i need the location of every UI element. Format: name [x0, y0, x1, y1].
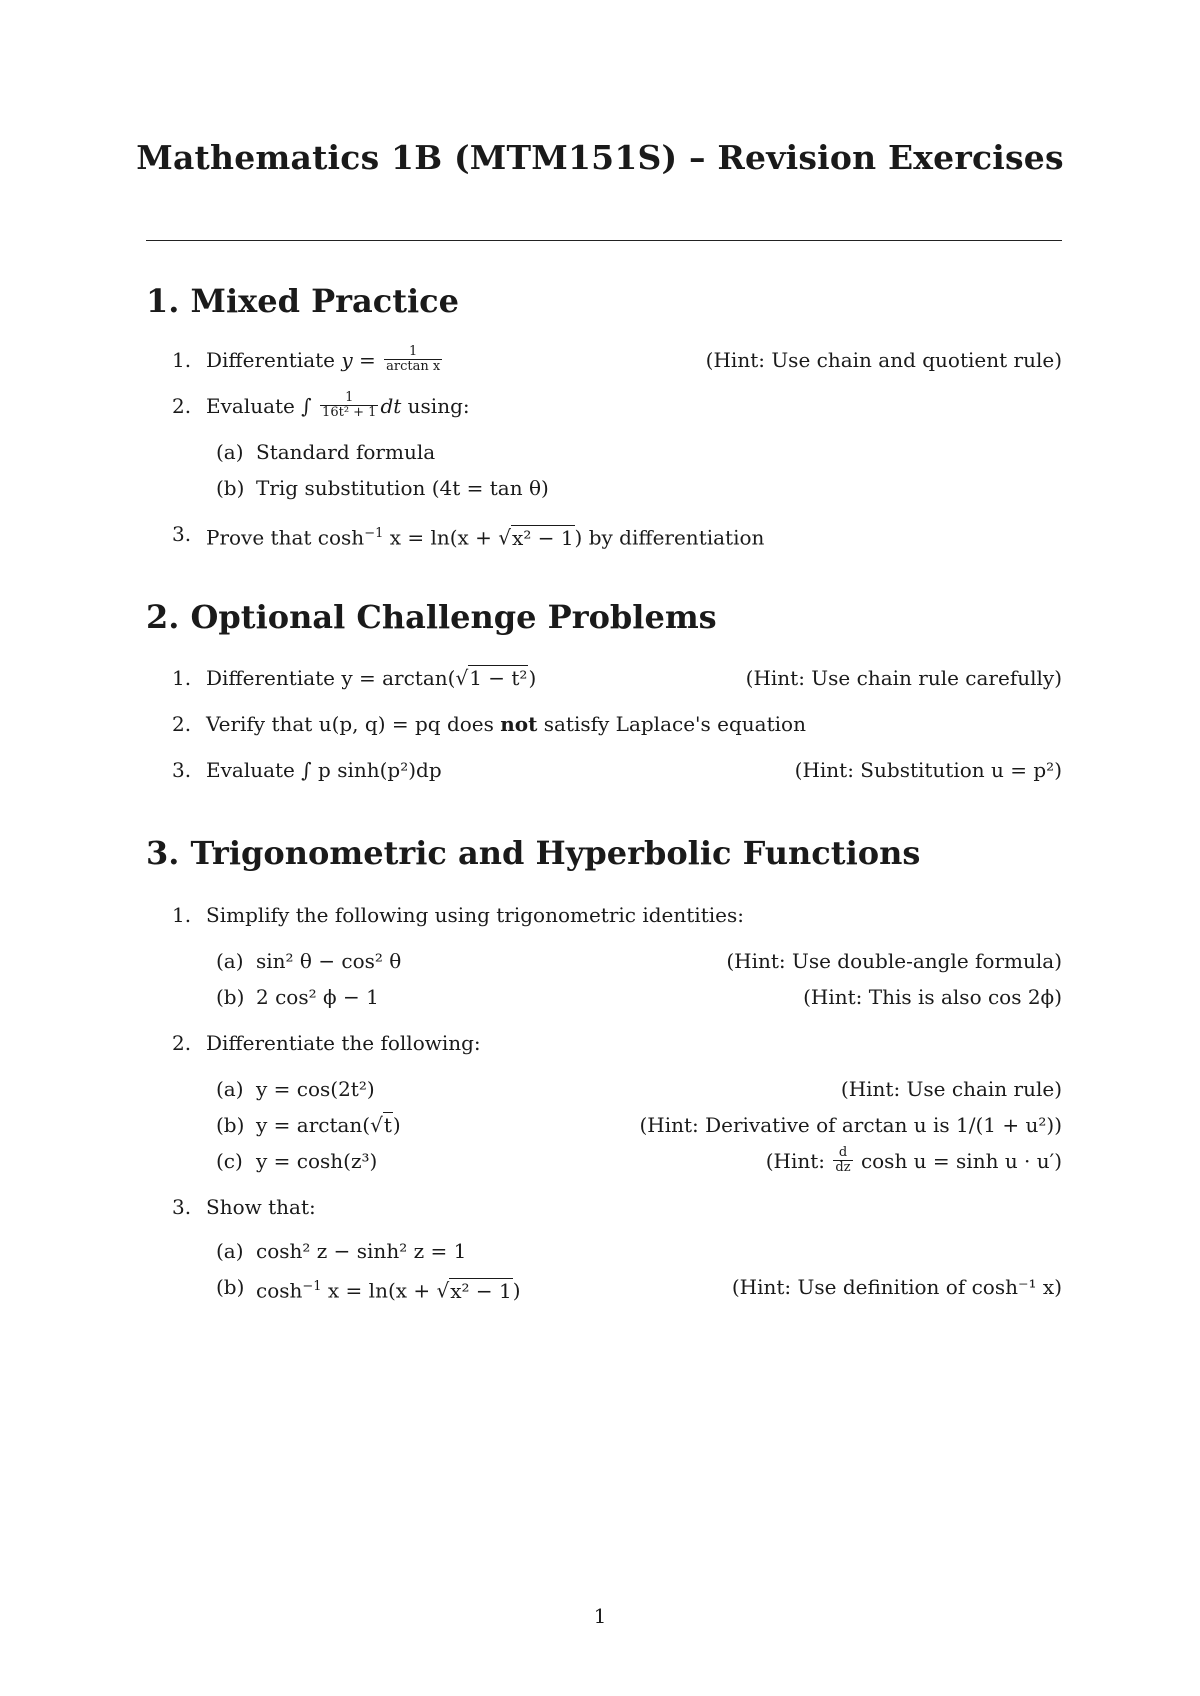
- sub-label: (a): [216, 1239, 244, 1263]
- list-item: [146, 1190, 1062, 1224]
- hint-text: (Hint: Use chain rule): [840, 1077, 1062, 1101]
- derivative-fraction: $\frac{d}{dz}$: [835, 1145, 851, 1175]
- item-number: 2.: [172, 1031, 192, 1055]
- hint-text: (Hint: Use definition of cosh⁻¹ x): [731, 1275, 1062, 1299]
- item-text: Verify that u(p, q) = pq does not satisfy Laplace's equation: [206, 712, 806, 736]
- hint-text: (Hint: This is also cos 2ϕ): [803, 985, 1062, 1009]
- sub-item: [146, 1072, 1062, 1106]
- item-text: Show that:: [206, 1195, 316, 1219]
- sub-item: [146, 1108, 1062, 1142]
- sub-text: y = cos(2t²): [256, 1077, 375, 1101]
- list-item: [146, 343, 1062, 377]
- fraction: $\frac{1}{\text{16t² + 1}}$: [322, 390, 377, 420]
- item-text: Differentiate the following:: [206, 1031, 481, 1055]
- hint-text: (Hint: Use chain rule carefully): [745, 666, 1062, 690]
- sub-text: y = arctan(√t): [256, 1113, 401, 1137]
- page-title: Mathematics 1B (MTM151S) – Revision Exercises: [136, 138, 1064, 177]
- sub-label: (b): [216, 476, 245, 500]
- item-number: 1.: [172, 903, 192, 927]
- list-item: [146, 661, 1062, 695]
- sub-label: (a): [216, 1077, 244, 1101]
- sub-label: (b): [216, 985, 245, 1009]
- hint-text: (Hint: Use chain and quotient rule): [705, 348, 1062, 372]
- list-item: [146, 1026, 1062, 1060]
- list-item: [146, 389, 1062, 423]
- sub-text: y = cosh(z³): [256, 1149, 378, 1173]
- item-text: Differentiate y = $\frac{1}{\text{arctan x}}$: [206, 344, 441, 374]
- sub-item: [146, 944, 1062, 978]
- item-number: 2.: [172, 394, 192, 418]
- item-text: Prove that $\cosh^{-1} x = \ln(x + √x^2 - 1)$ by differentiation: [206, 525, 765, 550]
- item-number: 1.: [172, 348, 192, 372]
- sub-label: (c): [216, 1149, 243, 1173]
- item-number: 1.: [172, 666, 192, 690]
- item-number: 2.: [172, 712, 192, 736]
- sub-item: [146, 1144, 1062, 1178]
- list-item: [146, 898, 1062, 932]
- sub-text: sin² θ − cos² θ: [256, 949, 402, 973]
- sub-text: $\cosh^{-1} x = \ln(x + √x^2 - 1)$: [256, 1278, 521, 1303]
- hint-text: (Hint: $\frac{d}{dz}$ cosh u = sinh u · u′): [765, 1145, 1062, 1175]
- item-text: Evaluate ∫ p sinh(p²)dp: [206, 758, 442, 782]
- sub-text: cosh² z − sinh² z = 1: [256, 1239, 467, 1263]
- sub-label: (b): [216, 1113, 245, 1137]
- item-text: Evaluate ∫ $\frac{1}{\text{16t² + 1}}$ dt using:: [206, 390, 470, 420]
- hint-text: (Hint: Substitution u = p²): [794, 758, 1062, 782]
- item-text: Simplify the following using trigonometric identities:: [206, 903, 744, 927]
- sub-text: Standard formula: [256, 440, 436, 464]
- sub-item: [146, 980, 1062, 1014]
- section-heading-1: 1. Mixed Practice: [146, 282, 459, 320]
- item-text: Differentiate y = arctan(√1 − t²): [206, 666, 537, 690]
- sub-label: (b): [216, 1275, 245, 1299]
- section-heading-2: 2. Optional Challenge Problems: [146, 598, 717, 636]
- hint-text: (Hint: Use double-angle formula): [726, 949, 1062, 973]
- page-number: 1: [593, 1604, 607, 1628]
- sub-item: [146, 1234, 1062, 1268]
- fraction: $\frac{1}{\text{arctan x}}$: [386, 344, 441, 374]
- sub-item: [146, 471, 1062, 505]
- hint-text: (Hint: Derivative of arctan u is 1/(1 + u²)): [639, 1113, 1062, 1137]
- sub-text: 2 cos² ϕ − 1: [256, 985, 379, 1009]
- list-item: [146, 753, 1062, 787]
- sub-text: Trig substitution (4t = tan θ): [256, 476, 549, 500]
- item-number: 3.: [172, 1195, 192, 1219]
- sub-item: [146, 1270, 1062, 1304]
- sub-item: [146, 435, 1062, 469]
- item-number: 3.: [172, 522, 192, 546]
- title-rule: [146, 240, 1062, 241]
- section-heading-3: 3. Trigonometric and Hyperbolic Functions: [146, 834, 921, 872]
- list-item: [146, 707, 1062, 741]
- sub-label: (a): [216, 949, 244, 973]
- item-number: 3.: [172, 758, 192, 782]
- sub-label: (a): [216, 440, 244, 464]
- list-item: [146, 517, 1062, 551]
